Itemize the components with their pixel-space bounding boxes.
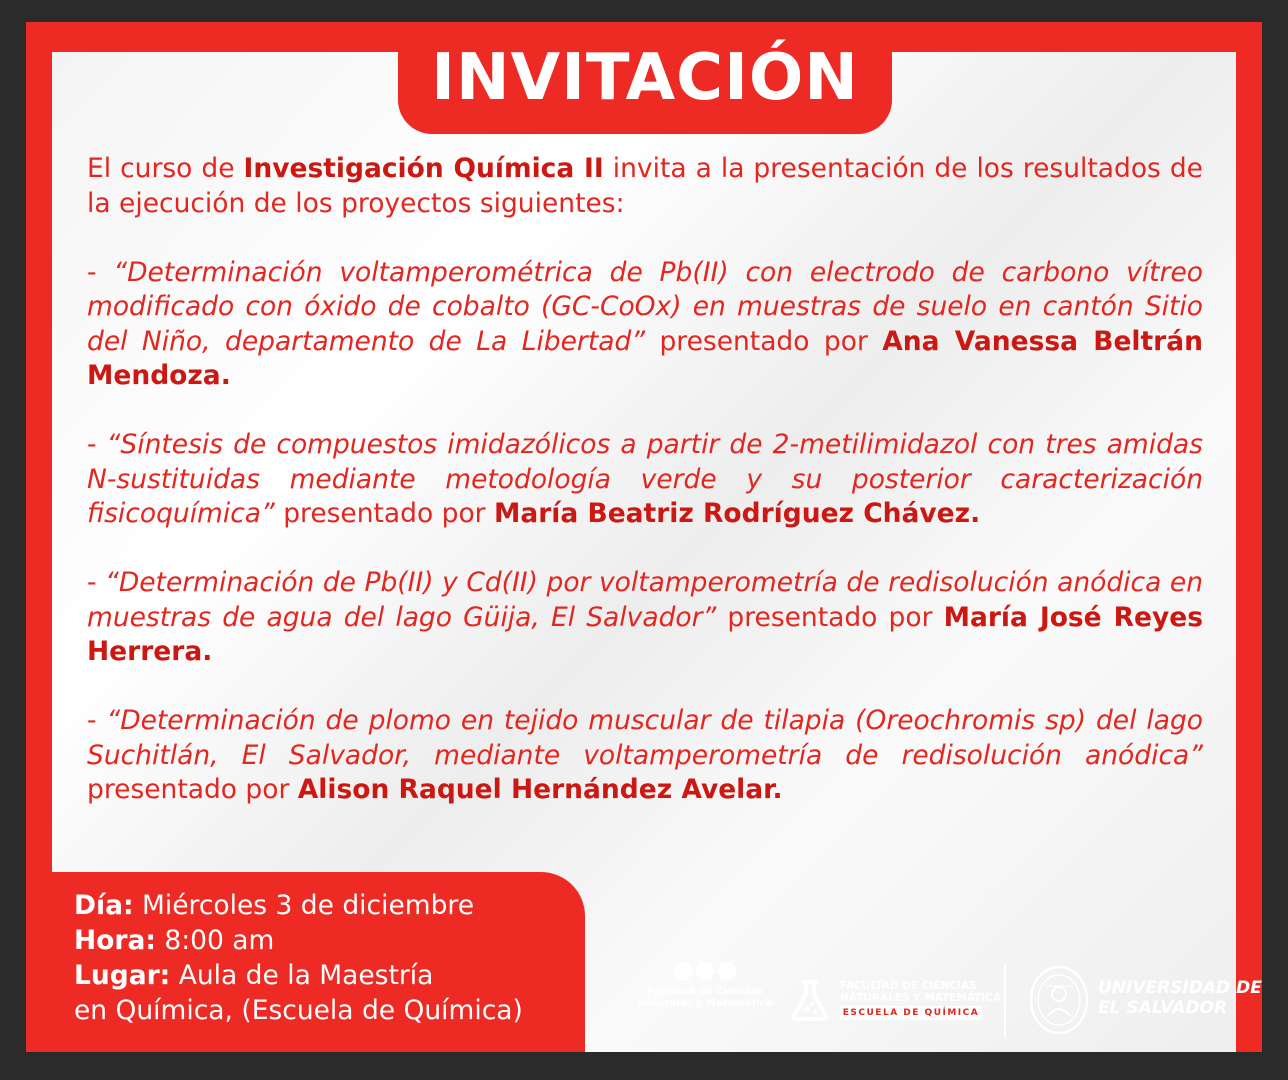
presented-by: presentado por bbox=[274, 498, 494, 529]
project-author: Alison Raquel Hernández Avelar. bbox=[297, 774, 783, 805]
place-value: Aula de la Maestría bbox=[170, 960, 434, 991]
place-row bbox=[74, 958, 594, 993]
course-name: Investigación Química II bbox=[243, 153, 604, 184]
presented-by: presentado por bbox=[645, 325, 883, 357]
title-banner bbox=[398, 22, 892, 134]
project-item bbox=[87, 566, 1203, 670]
project-author: Ana Vanessa Beltrán Mendoza. bbox=[87, 325, 1203, 391]
intro-text-end: invita a la presentación de los resultados de la ejecución de los proyectos siguientes: bbox=[87, 153, 1203, 219]
project-author: María José Reyes Herrera. bbox=[87, 601, 1203, 667]
logo-divider bbox=[1004, 964, 1006, 1038]
project-title: “Determinación voltamperométrica de Pb(II) con electrodo de carbono vítreo modificado con óxido de cobalto (GC-CoOx) en muestras de suelo en cantón Sitio del Niño, departamento de La Libertad” bbox=[87, 256, 1203, 357]
day-value: Miércoles 3 de diciembre bbox=[133, 890, 475, 921]
intro-paragraph bbox=[87, 152, 1203, 221]
project-item bbox=[87, 704, 1203, 808]
project-dash: - bbox=[87, 567, 106, 598]
project-dash: - bbox=[87, 256, 114, 288]
project-title: “Síntesis de compuestos imidazólicos a partir de 2-metilimidazol con tres amidas N-sustituidas mediante metodología verde y su posterior caracterización fisicoquímica” bbox=[87, 429, 1203, 529]
time-label: Hora: bbox=[74, 925, 156, 956]
project-item bbox=[87, 256, 1203, 394]
faculty-small-logo bbox=[636, 962, 774, 1010]
time-row bbox=[74, 923, 594, 958]
project-dash: - bbox=[87, 705, 107, 736]
presented-by: presentado por bbox=[87, 774, 298, 805]
intro-text: El curso de bbox=[87, 153, 244, 184]
logos-bar bbox=[636, 940, 1262, 1040]
day-label: Día: bbox=[74, 890, 134, 921]
place-row-cont: en Química, (Escuela de Química) bbox=[74, 995, 523, 1026]
presented-by: presentado por bbox=[716, 601, 944, 633]
chemistry-school-logo bbox=[788, 978, 1002, 1028]
event-details bbox=[74, 888, 594, 1028]
hexagon-molecule-icon bbox=[636, 962, 774, 980]
project-title: “Determinación de plomo en tejido muscular de tilapia (Oreochromis sp) del lago Suchitlán, El Salvador, mediante voltamperometría de redisolución anódica” bbox=[87, 705, 1203, 771]
flask-icon bbox=[788, 978, 832, 1022]
project-author: María Beatriz Rodríguez Chávez. bbox=[493, 498, 981, 529]
faculty-small-text: Facultad de Ciencias Naturales y Matemática bbox=[637, 986, 773, 1009]
page-title: INVITACIÓN bbox=[431, 41, 859, 115]
project-title: “Determinación de Pb(II) y Cd(II) por voltamperometría de redisolución anódica en muestras de agua del lago Güija, El Salvador” bbox=[87, 567, 1203, 633]
invitation-body bbox=[87, 152, 1203, 842]
university-seal-icon bbox=[1028, 964, 1090, 1036]
school-name: ESCUELA DE QUÍMICA bbox=[840, 1006, 982, 1020]
day-row bbox=[74, 888, 594, 923]
time-value: 8:00 am bbox=[155, 925, 275, 956]
place-label: Lugar: bbox=[74, 960, 171, 991]
project-dash: - bbox=[87, 429, 107, 460]
project-item bbox=[87, 428, 1203, 532]
university-name: UNIVERSIDAD DE EL SALVADOR bbox=[1098, 978, 1262, 1018]
faculty-name: FACULTAD DE CIENCIAS NATURALES Y MATEMÁTICA bbox=[840, 980, 1002, 1004]
